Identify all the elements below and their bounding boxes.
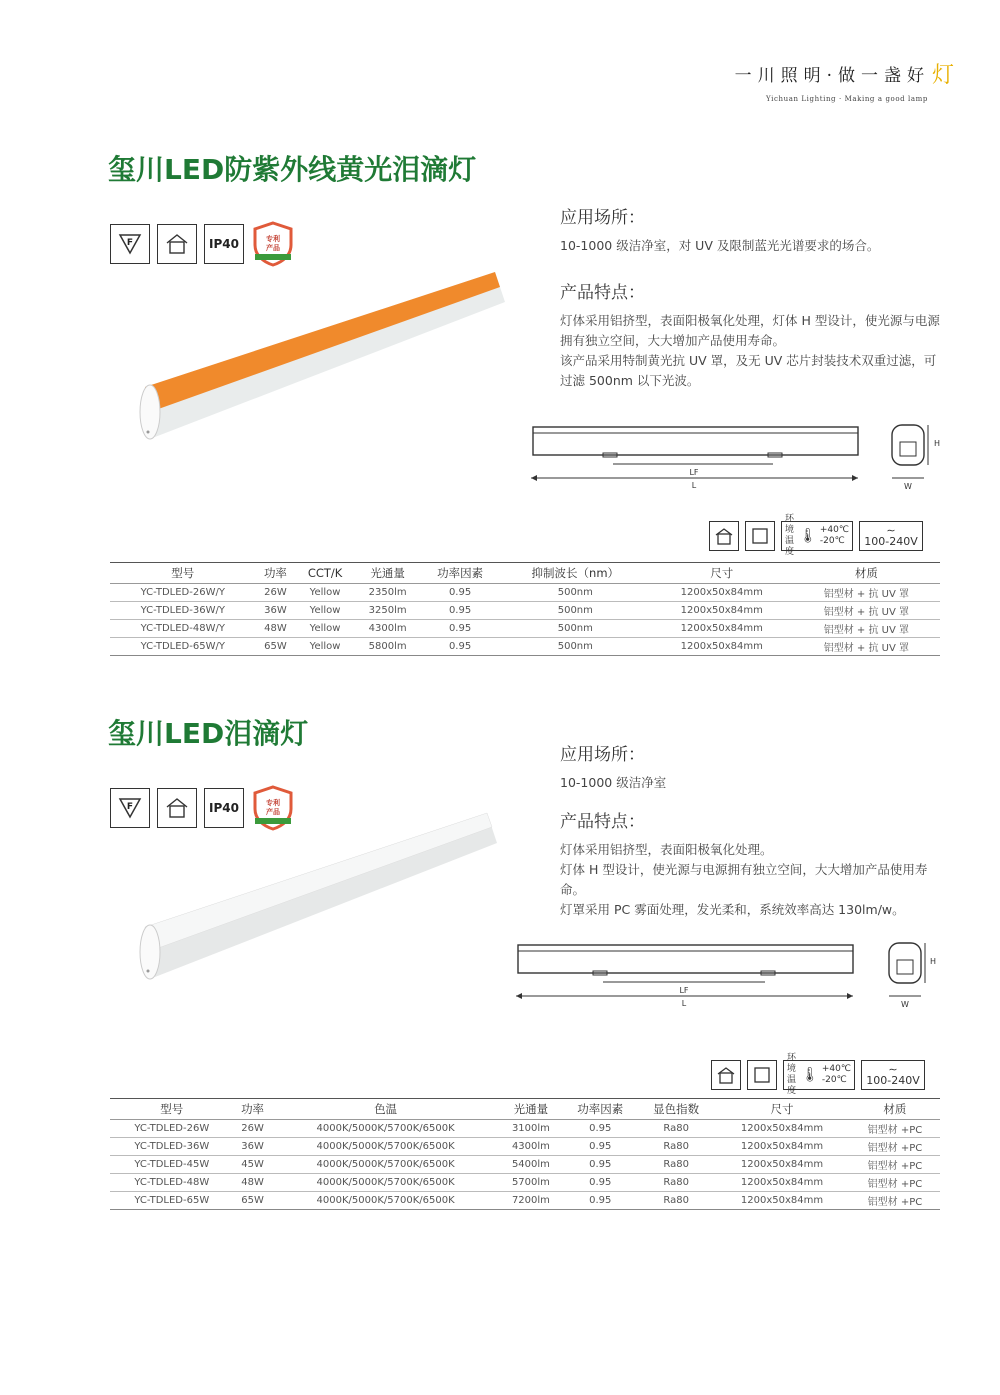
table-row <box>110 584 940 602</box>
table-row <box>110 620 940 638</box>
table-cell: 0.95 <box>420 620 499 638</box>
table-header: 功率 <box>256 563 296 584</box>
table-cell: 36W <box>256 602 296 620</box>
table-cell: YC-TDLED-26W/Y <box>110 584 256 602</box>
table-cell: 5800lm <box>355 638 421 656</box>
table-cell: YC-TDLED-36W <box>110 1138 234 1156</box>
white-teardrop-lamp-image <box>135 805 505 985</box>
application-heading: 应用场所： <box>560 208 645 228</box>
table-cell: 0.95 <box>562 1138 638 1156</box>
table-header: 显色指数 <box>638 1099 714 1120</box>
patent-shield-icon <box>251 221 295 267</box>
application-text: 10-1000 级洁净室，对 UV 及限制蓝光光谱要求的场合。 <box>560 238 880 253</box>
table-cell: 45W <box>234 1156 272 1174</box>
table-header: 抑制波长（nm） <box>500 563 651 584</box>
table-cell: 铝型材 +PC <box>850 1138 940 1156</box>
product1-dimension-drawing <box>528 420 948 492</box>
table-cell: 1200x50x84mm <box>714 1174 850 1192</box>
feature-line: 灯罩采用 PC 雾面处理，发光柔和，系统效率高达 130lm/w。 <box>560 902 905 917</box>
table-cell: 1200x50x84mm <box>714 1120 850 1138</box>
thermometer-icon: 🌡 <box>801 1066 819 1083</box>
product1-spec-icons <box>709 514 923 557</box>
svg-text:专利: 专利 <box>266 235 280 243</box>
table-cell: YC-TDLED-65W/Y <box>110 638 256 656</box>
feature-line: 灯体采用铝挤型，表面阳极氧化处理，灯体 H 型设计，使光源与电源拥有独立空间，大大增加产品使用寿命。 <box>560 313 940 348</box>
table-cell: Yellow <box>295 602 355 620</box>
table-cell: 1200x50x84mm <box>651 638 793 656</box>
table-cell: 65W <box>234 1192 272 1210</box>
features-heading: 产品特点： <box>560 812 645 832</box>
table-header: 材质 <box>850 1099 940 1120</box>
table-cell: 26W <box>234 1120 272 1138</box>
product2-info <box>560 740 940 920</box>
ambient-temperature-badge: 环境 温度 🌡 +40℃ -20℃ <box>783 1060 855 1090</box>
table-cell: Ra80 <box>638 1156 714 1174</box>
dim-h-label: H <box>930 957 937 966</box>
table-cell: 1200x50x84mm <box>651 620 793 638</box>
thermometer-icon: 🌡 <box>799 527 817 544</box>
table-header: 尺寸 <box>714 1099 850 1120</box>
table-cell: Ra80 <box>638 1120 714 1138</box>
table-cell: 0.95 <box>562 1192 638 1210</box>
voltage-badge: ∼ 100-240V <box>859 521 923 551</box>
table-cell: 3250lm <box>355 602 421 620</box>
table-cell: 7200lm <box>500 1192 563 1210</box>
f-mark-text: F <box>126 802 134 812</box>
indoor-house-icon <box>709 521 739 551</box>
dim-h-label: H <box>934 439 941 448</box>
table-cell: 0.95 <box>562 1156 638 1174</box>
table-cell: 48W <box>256 620 296 638</box>
table-cell: 500nm <box>500 584 651 602</box>
table-cell: 500nm <box>500 620 651 638</box>
brand-slogan: 一川照明·做一盏好 <box>734 66 930 86</box>
table-cell: 36W <box>234 1138 272 1156</box>
product2-dimension-drawing <box>513 938 943 1010</box>
application-text: 10-1000 级洁净室 <box>560 775 667 790</box>
table-cell: 铝型材 + 抗 UV 罩 <box>793 584 940 602</box>
table-cell: 0.95 <box>420 638 499 656</box>
table-cell: 5700lm <box>500 1174 563 1192</box>
table-cell: YC-TDLED-48W/Y <box>110 620 256 638</box>
table-header: 功率 <box>234 1099 272 1120</box>
voltage-badge: ∼ 100-240V <box>861 1060 925 1090</box>
feature-line: 灯体采用铝挤型，表面阳极氧化处理。 <box>560 842 773 857</box>
table-header: 功率因素 <box>562 1099 638 1120</box>
table-cell: 4000K/5000K/5700K/6500K <box>272 1192 500 1210</box>
features-heading: 产品特点： <box>560 283 645 303</box>
table-cell: 2350lm <box>355 584 421 602</box>
table-header: 型号 <box>110 1099 234 1120</box>
class-insulation-icon <box>747 1060 777 1090</box>
dim-w-label: W <box>904 482 912 491</box>
product1-spec-table <box>110 562 940 656</box>
ac-wave-icon: ∼ <box>888 1063 898 1076</box>
product1-info <box>560 203 940 391</box>
indoor-house-icon <box>157 224 197 264</box>
table-cell: Ra80 <box>638 1192 714 1210</box>
table-row <box>110 1138 940 1156</box>
ip-rating-badge: IP40 <box>204 224 244 264</box>
table-cell: 3100lm <box>500 1120 563 1138</box>
table-cell: Yellow <box>295 638 355 656</box>
application-heading: 应用场所： <box>560 745 645 765</box>
table-header: 功率因素 <box>420 563 499 584</box>
table-cell: 500nm <box>500 602 651 620</box>
table-cell: 4300lm <box>355 620 421 638</box>
table-cell: 0.95 <box>420 584 499 602</box>
dim-l-label: L <box>681 999 687 1008</box>
table-cell: Yellow <box>295 620 355 638</box>
table-cell: 铝型材 +PC <box>850 1156 940 1174</box>
table-row <box>110 1156 940 1174</box>
table-cell: 65W <box>256 638 296 656</box>
dim-l-label: L <box>691 481 697 490</box>
indoor-house-icon <box>711 1060 741 1090</box>
table-cell: 铝型材 +PC <box>850 1120 940 1138</box>
dim-w-label: W <box>901 1000 909 1009</box>
yellow-teardrop-lamp-image <box>135 262 510 447</box>
f-mark-text: F <box>126 238 134 248</box>
class-insulation-icon <box>745 521 775 551</box>
table-cell: YC-TDLED-65W <box>110 1192 234 1210</box>
table-header: 材质 <box>793 563 940 584</box>
dim-lf-label: LF <box>689 468 699 477</box>
table-cell: 4000K/5000K/5700K/6500K <box>272 1138 500 1156</box>
ac-wave-icon: ∼ <box>886 524 896 537</box>
table-cell: 1200x50x84mm <box>651 584 793 602</box>
product2-spec-table <box>110 1098 940 1210</box>
svg-text:产品: 产品 <box>266 244 280 252</box>
table-cell: 4000K/5000K/5700K/6500K <box>272 1120 500 1138</box>
table-cell: 铝型材 + 抗 UV 罩 <box>793 638 940 656</box>
feature-line: 灯体 H 型设计，使光源与电源拥有独立空间，大大增加产品使用寿命。 <box>560 862 928 897</box>
product1-badges <box>110 221 295 267</box>
table-header: 光通量 <box>500 1099 563 1120</box>
table-cell: 0.95 <box>420 602 499 620</box>
table-cell: 0.95 <box>562 1174 638 1192</box>
table-row <box>110 1174 940 1192</box>
svg-text:产品: 产品 <box>266 808 280 816</box>
brand-header <box>735 58 960 103</box>
table-cell: 5400lm <box>500 1156 563 1174</box>
table-header: 光通量 <box>355 563 421 584</box>
brand-english: Yichuan Lighting · Making a good lamp <box>766 95 928 103</box>
table-cell: Ra80 <box>638 1138 714 1156</box>
ip-rating-badge: IP40 <box>204 788 244 828</box>
table-row <box>110 602 940 620</box>
svg-text:专利: 专利 <box>266 799 280 807</box>
table-cell: 1200x50x84mm <box>651 602 793 620</box>
table-cell: YC-TDLED-48W <box>110 1174 234 1192</box>
table-header: CCT/K <box>295 563 355 584</box>
table-header: 型号 <box>110 563 256 584</box>
table-row <box>110 1120 940 1138</box>
table-cell: 4000K/5000K/5700K/6500K <box>272 1156 500 1174</box>
product1-title: 玺川LED防紫外线黄光泪滴灯 <box>108 153 477 186</box>
table-cell: 铝型材 + 抗 UV 罩 <box>793 620 940 638</box>
table-cell: 500nm <box>500 638 651 656</box>
ambient-temperature-badge: 环境 温度 🌡 +40℃ -20℃ <box>781 521 853 551</box>
table-row <box>110 1192 940 1210</box>
table-cell: 1200x50x84mm <box>714 1156 850 1174</box>
table-cell: 1200x50x84mm <box>714 1192 850 1210</box>
table-cell: Yellow <box>295 584 355 602</box>
table-cell: Ra80 <box>638 1174 714 1192</box>
table-header: 色温 <box>272 1099 500 1120</box>
table-header: 尺寸 <box>651 563 793 584</box>
table-cell: 4000K/5000K/5700K/6500K <box>272 1174 500 1192</box>
product2-spec-icons <box>711 1053 925 1096</box>
table-row <box>110 638 940 656</box>
table-cell: 0.95 <box>562 1120 638 1138</box>
product2-title: 玺川LED泪滴灯 <box>108 717 309 750</box>
f-mark-icon <box>110 224 150 264</box>
dim-lf-label: LF <box>679 986 689 995</box>
table-cell: 铝型材 +PC <box>850 1192 940 1210</box>
feature-line: 该产品采用特制黄光抗 UV 罩，及无 UV 芯片封装技术双重过滤，可过滤 500nm 以下光波。 <box>560 353 937 388</box>
table-cell: YC-TDLED-36W/Y <box>110 602 256 620</box>
table-cell: 铝型材 + 抗 UV 罩 <box>793 602 940 620</box>
table-cell: YC-TDLED-45W <box>110 1156 234 1174</box>
table-cell: 4300lm <box>500 1138 563 1156</box>
table-cell: YC-TDLED-26W <box>110 1120 234 1138</box>
table-cell: 铝型材 +PC <box>850 1174 940 1192</box>
brand-lamp-glyph: 灯 <box>931 63 960 88</box>
table-cell: 1200x50x84mm <box>714 1138 850 1156</box>
table-cell: 26W <box>256 584 296 602</box>
table-cell: 48W <box>234 1174 272 1192</box>
